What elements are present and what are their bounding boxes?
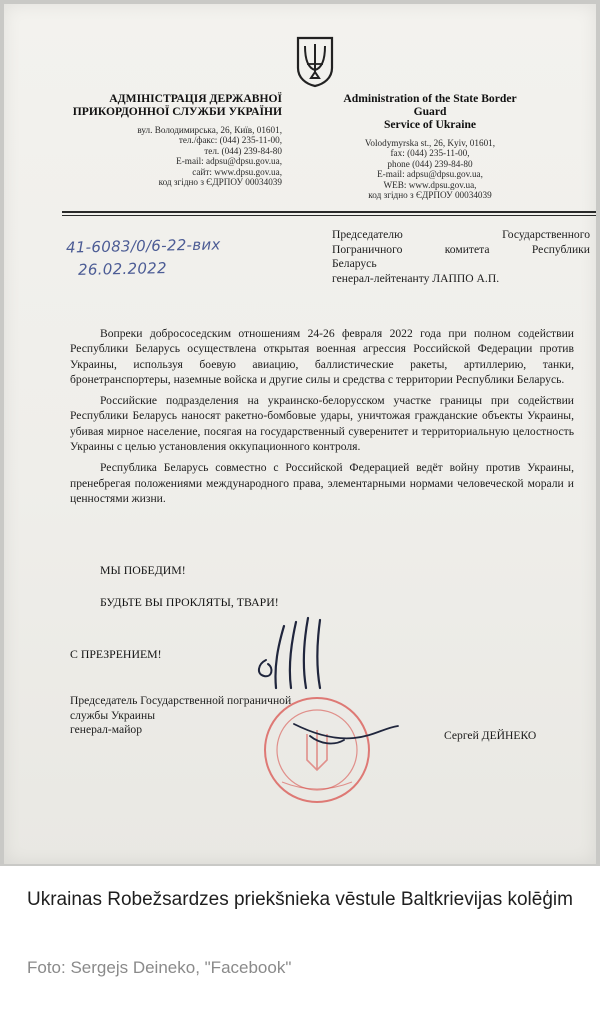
body-paragraph: Вопреки добрососедским отношениям 24-26 февраля 2022 года при полном содействии Республики Беларусь осуществлена открытая военная агрессия Российской Федерации против Украины, используя боевую авиацию, баллистические ракеты, артиллерию, танки, бронетранспортеры, наземные войска и другие силы и средства с территории Республики Беларусь. [70, 327, 574, 386]
signatory-title: Председатель Государственной пограничной службы Украины генерал-майор [70, 694, 292, 737]
header-ukrainian-title: АДМІНІСТРАЦІЯ ДЕРЖАВНОЇ ПРИКОРДОННОЇ СЛУЖБИ УКРАЇНИ [72, 92, 282, 118]
header-english-title: Administration of the State Border Guard Service of Ukraine [343, 92, 517, 131]
registration-date: 26.02.2022 [77, 259, 168, 279]
header-contact-line: тел./факс: (044) 235-11-00, [178, 135, 282, 146]
header-contact-line: код згідно з ЄДРПОУ 00034039 [158, 177, 282, 188]
exclamation-curse: БУДЬТЕ ВЫ ПРОКЛЯТЫ, ТВАРИ! [100, 595, 279, 609]
body-paragraph: Республика Беларусь совместно с Российской Федерацией ведёт войну против Украины, пренебрегая положениями международного права, элементарными нормами человеческой морали и ценностями жизни. [70, 461, 574, 505]
header-divider [62, 211, 596, 213]
header-contact-line: тел. (044) 239-84-80 [204, 145, 282, 156]
header-contact-line: WEB: www.dpsu.gov.ua, [383, 179, 477, 190]
header-contact-line: E-mail: adpsu@dpsu.gov.ua, [176, 156, 282, 167]
addressee-line: Беларусь [332, 257, 377, 271]
exclamation-victory: МЫ ПОБЕДИМ! [100, 563, 186, 577]
photo-credit: Foto: Sergejs Deineko, "Facebook" [27, 958, 292, 977]
header-contact-line: Volodymyrska st., 26, Kyiv, 01601, [364, 138, 496, 148]
header-contact-line: E-mail: adpsu@dpsu.gov.ua, [377, 169, 483, 180]
header-contact-line: вул. Володимирська, 26, Київ, 01601, [137, 125, 282, 135]
letter-body [70, 326, 574, 512]
header-contact-line: сайт: www.dpsu.gov.ua, [192, 166, 282, 177]
trident-emblem-icon [293, 34, 337, 88]
addressee-block [332, 228, 590, 286]
addressee-line: Пограничного комитета Республики [332, 242, 590, 256]
image-caption: Ukrainas Robežsardzes priekšnieka vēstule Baltkrievijas kolēģim [27, 889, 573, 910]
signatory-name: Сергей ДЕЙНЕКО [444, 729, 537, 742]
addressee-line: Председателю Государственного [332, 228, 590, 241]
header-divider-thin [62, 215, 596, 216]
header-contact-line: код згідно з ЄДРПОУ 00034039 [368, 190, 492, 201]
header-contact-line: fax: (044) 235-11-00, [390, 148, 470, 159]
body-paragraph: Российские подразделения на украинско-белорусском участке границы при содействии Республики Беларусь наносят ракетно-бомбовые удары, уничтожая гражданские объекты Украины, убивая мирное население, посягая на государственный суверенитет и территориальную целостность Украины с целью установления оккупационного контроля. [70, 394, 574, 454]
addressee-line: генерал-лейтенанту ЛАППО А.П. [332, 271, 500, 285]
closing-phrase: С ПРЕЗРЕНИЕМ! [70, 647, 162, 661]
header-ukrainian [26, 92, 282, 187]
registration-number: 41-6083/0/6-22-вих [65, 235, 221, 257]
header-contact-line: phone (044) 239-84-80 [387, 158, 473, 169]
header-english [332, 92, 528, 200]
letter-paper [4, 4, 596, 864]
